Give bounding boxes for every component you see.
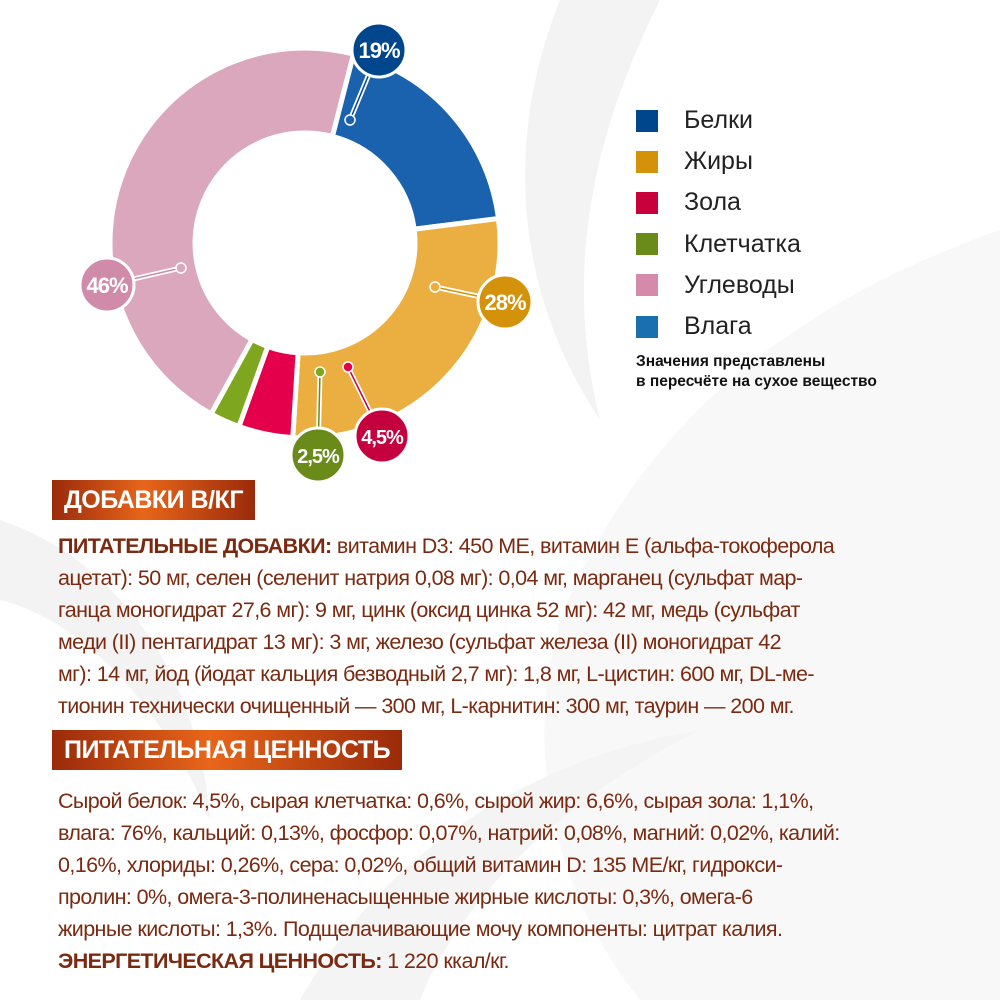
donut-slice (293, 219, 500, 438)
legend-label: Жиры (684, 147, 753, 176)
additives-heading: ДОБАВКИ В/КГ (52, 480, 255, 520)
chart-legend (636, 100, 801, 347)
text-line: мг): 14 мг, йод (йодат кальция безводный 2,7 мг): 1,8 мг, L-цистин: 600 мг, DL-ме- (58, 662, 814, 686)
value-label: 19% (358, 38, 400, 63)
donut-slice (332, 54, 498, 229)
donut-chart (0, 0, 620, 500)
legend-label: Углеводы (684, 270, 795, 299)
text-line: тионин технически очищенный — 300 мг, L-карнитин: 300 мг, таурин — 200 мг. (58, 694, 794, 718)
leader-dot (315, 367, 325, 377)
additives-text (58, 530, 834, 722)
legend-swatch (636, 110, 658, 132)
text-line: влага: 76%, кальций: 0,13%, фосфор: 0,07%, натрий: 0,08%, магний: 0,02%, калий: (58, 821, 840, 845)
text-line: Сырой белок: 4,5%, сырая клетчатка: 0,6%, сырой жир: 6,6%, сырая зола: 1,1%, (58, 789, 814, 813)
energy-value: 1 220 ккал/кг. (381, 949, 509, 973)
text-line: витамин D3: 450 МЕ, витамин Е (альфа-токоферола (331, 534, 835, 558)
legend-swatch (636, 316, 658, 338)
value-label: 46% (86, 273, 128, 298)
nutrition-heading: ПИТАТЕЛЬНАЯ ЦЕННОСТЬ (52, 730, 402, 770)
legend-item (636, 141, 801, 182)
legend-item (636, 306, 801, 347)
nutrition-text (58, 785, 840, 977)
value-label: 2,5% (297, 446, 339, 468)
legend-item (636, 182, 801, 223)
leader-dot (345, 115, 355, 125)
legend-item (636, 224, 801, 265)
leader-dot (343, 362, 353, 372)
leader-dot (176, 263, 186, 273)
legend-swatch (636, 151, 658, 173)
legend-label: Белки (684, 106, 753, 135)
text-line: ганца моногидрат 27,6 мг): 9 мг, цинк (оксид цинка 52 мг): 42 мг, медь (сульфат (58, 598, 800, 622)
value-label: 4,5% (361, 427, 403, 449)
note-line: в пересчёте на сухое вещество (636, 373, 877, 390)
legend-swatch (636, 274, 658, 296)
legend-label: Клетчатка (684, 229, 801, 258)
legend-label: Зола (684, 188, 741, 217)
legend-label: Влага (684, 312, 752, 341)
text-line: 0,16%, хлориды: 0,26%, сера: 0,02%, общий витамин D: 135 МЕ/кг, гидрокси- (58, 853, 783, 877)
text-line: жирные кислоты: 1,3%. Подщелачивающие мочу компоненты: цитрат калия. (58, 917, 783, 941)
value-label: 28% (484, 290, 526, 315)
energy-label: ЭНЕРГЕТИЧЕСКАЯ ЦЕННОСТЬ: (58, 949, 382, 973)
note-line: Значения представлены (636, 353, 826, 370)
text-line: ацетат): 50 мг, селен (селенит натрия 0,08 мг): 0,04 мг, марганец (сульфат мар- (58, 566, 803, 590)
chart-note (636, 352, 877, 392)
text-line: меди (II) пентагидрат 13 мг): 3 мг, железо (сульфат железа (II) моногидрат 42 (58, 630, 781, 654)
legend-swatch (636, 233, 658, 255)
leader-dot (430, 282, 440, 292)
legend-item (636, 265, 801, 306)
text-line: пролин: 0%, омега-3-полиненасыщенные жирные кислоты: 0,3%, омега-6 (58, 885, 753, 909)
additives-lead: ПИТАТЕЛЬНЫЕ ДОБАВКИ: (58, 534, 332, 558)
legend-swatch (636, 192, 658, 214)
legend-item (636, 100, 801, 141)
